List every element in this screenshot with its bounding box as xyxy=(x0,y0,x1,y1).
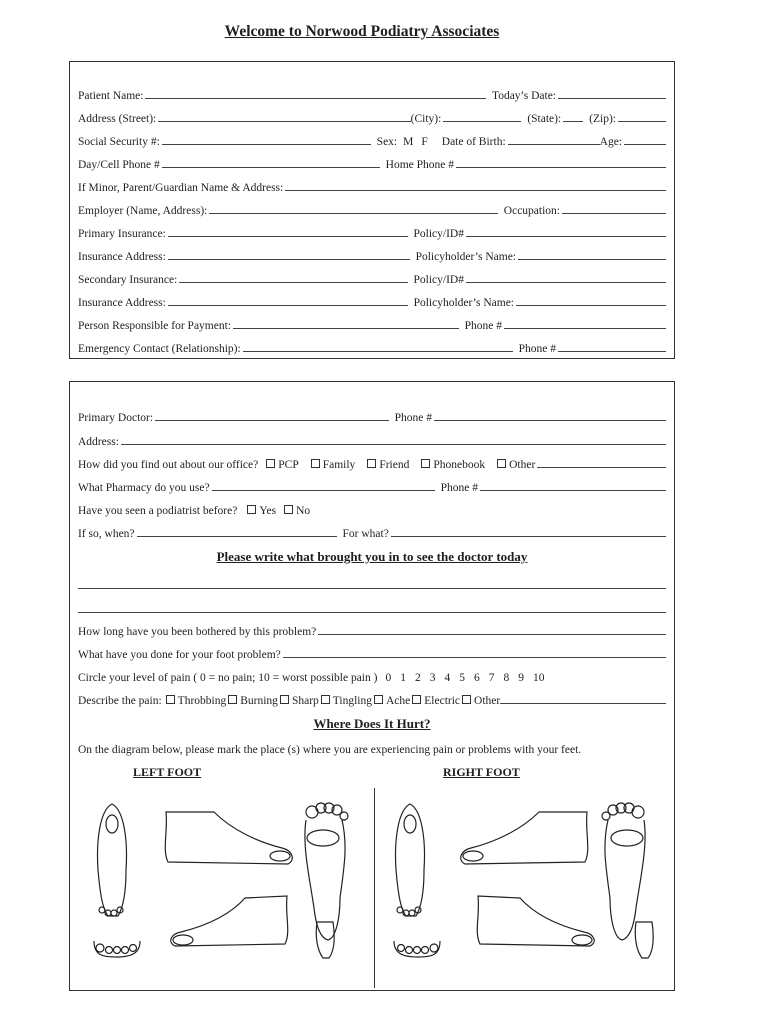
employer-label: Employer (Name, Address): xyxy=(78,205,208,217)
pain-level-1[interactable]: 1 xyxy=(400,672,406,684)
left-foot-side-view[interactable] xyxy=(158,802,298,872)
pain-level-0[interactable]: 0 xyxy=(385,672,392,684)
doctor-phone-field[interactable] xyxy=(434,420,666,421)
primary-doctor-row xyxy=(78,406,666,424)
policy-id-1-field[interactable] xyxy=(466,236,666,237)
guardian-label: If Minor, Parent/Guardian Name & Address: xyxy=(78,182,284,194)
primary-doctor-field[interactable] xyxy=(155,420,389,421)
sex-label: Sex: xyxy=(376,136,398,148)
other-checkbox[interactable] xyxy=(462,695,471,704)
pain-type-other[interactable]: Other xyxy=(462,695,500,707)
guardian-row xyxy=(78,176,666,194)
age-label: Age: xyxy=(599,136,622,148)
emergency-contact-label: Emergency Contact (Relationship): xyxy=(78,343,241,355)
podiatrist-no[interactable]: No xyxy=(284,505,310,517)
day-cell-phone-label: Day/Cell Phone # xyxy=(78,159,160,171)
pain-level-row xyxy=(78,666,666,684)
zip-label: (Zip): xyxy=(589,113,616,125)
patient-name-field[interactable] xyxy=(145,98,486,99)
diagram-instruction-row xyxy=(78,738,666,756)
pain-level-5[interactable]: 5 xyxy=(459,672,465,684)
emergency-row xyxy=(78,337,666,355)
secondary-insurance-field[interactable] xyxy=(179,282,407,283)
pain-level-6[interactable]: 6 xyxy=(473,672,480,684)
sex-f-option[interactable]: F xyxy=(421,136,428,148)
person-responsible-field[interactable] xyxy=(233,328,459,329)
insurance-address-2-row xyxy=(78,291,666,309)
pain-type-ache[interactable]: Ache xyxy=(374,695,410,707)
medical-info-section xyxy=(69,381,675,991)
doctor-address-field[interactable] xyxy=(121,444,666,445)
pain-scale xyxy=(385,672,544,684)
secondary-insurance-row xyxy=(78,268,666,286)
podiatrist-yes[interactable]: Yes xyxy=(247,505,276,517)
policyholder-name-1-field[interactable] xyxy=(518,259,666,260)
left-foot-toes-view[interactable] xyxy=(92,937,142,959)
emergency-phone-label: Phone # xyxy=(518,343,556,355)
policy-id-2-field[interactable] xyxy=(466,282,666,283)
how-long-label: How long have you been bothered by this problem? xyxy=(78,626,317,638)
city-field[interactable] xyxy=(443,121,521,122)
form-title: Welcome to Norwood Podiatry Associates xyxy=(224,23,500,40)
right-foot-title: RIGHT FOOT xyxy=(443,765,520,779)
pharmacy-row xyxy=(78,476,666,494)
pain-type-electric[interactable]: Electric xyxy=(412,695,460,707)
dob-label: Date of Birth: xyxy=(441,136,506,148)
day-cell-phone-field[interactable] xyxy=(162,167,380,168)
pain-level-10[interactable]: 10 xyxy=(532,672,545,684)
state-field[interactable] xyxy=(563,121,583,122)
insurance-address-2-field[interactable] xyxy=(168,305,408,306)
throbbing-checkbox[interactable] xyxy=(166,695,175,704)
pain-level-7[interactable]: 7 xyxy=(488,672,495,684)
age-field[interactable] xyxy=(624,144,666,145)
pain-level-8[interactable]: 8 xyxy=(503,672,510,684)
ssn-field[interactable] xyxy=(162,144,371,145)
patient-name-label: Patient Name: xyxy=(78,90,144,102)
policyholder-name-2-label: Policyholder’s Name: xyxy=(413,297,514,309)
sex-m-option[interactable]: M xyxy=(403,136,414,148)
pharmacy-phone-label: Phone # xyxy=(440,482,478,494)
primary-doctor-label: Primary Doctor: xyxy=(78,412,154,424)
phonebook-checkbox[interactable] xyxy=(421,459,430,468)
employer-field[interactable] xyxy=(209,213,497,214)
if-so-when-field[interactable] xyxy=(137,536,337,537)
left-foot-title: LEFT FOOT xyxy=(133,765,202,779)
left-foot-top-view[interactable] xyxy=(92,800,132,920)
policy-id-1-label: Policy/ID# xyxy=(413,228,464,240)
doctor-address-label: Address: xyxy=(78,436,119,448)
pain-type-sharp[interactable]: Sharp xyxy=(280,695,319,707)
insurance-address-1-label: Insurance Address: xyxy=(78,251,166,263)
zip-field[interactable] xyxy=(618,121,666,122)
reason-heading: Please write what brought you in to see the doctor today xyxy=(216,549,528,564)
describe-pain-row xyxy=(78,689,666,707)
referral-pcp[interactable]: PCP xyxy=(266,459,298,471)
primary-insurance-row xyxy=(78,222,666,240)
for-what-field[interactable] xyxy=(391,536,666,537)
referral-question: How did you find out about our office? xyxy=(78,459,259,471)
right-foot-inner-view[interactable] xyxy=(470,890,600,950)
diagram-instruction: On the diagram below, please mark the place (s) where you are experiencing pain or problems with your feet. xyxy=(78,744,582,756)
responsible-phone-field[interactable] xyxy=(504,328,666,329)
reason-line-1[interactable] xyxy=(78,588,666,589)
if-so-row xyxy=(78,522,666,540)
pain-type-burning[interactable]: Burning xyxy=(228,695,278,707)
referral-friend[interactable]: Friend xyxy=(367,459,409,471)
todays-date-label: Today’s Date: xyxy=(491,90,556,102)
friend-checkbox[interactable] xyxy=(367,459,376,468)
primary-insurance-field[interactable] xyxy=(168,236,408,237)
right-foot-top-view[interactable] xyxy=(390,800,430,920)
emergency-phone-field[interactable] xyxy=(558,351,666,352)
ssn-row xyxy=(78,130,666,148)
occupation-label: Occupation: xyxy=(503,205,560,217)
patient-info-section xyxy=(69,61,675,359)
referral-family[interactable]: Family xyxy=(311,459,356,471)
policy-id-2-label: Policy/ID# xyxy=(413,274,464,286)
pain-level-3[interactable]: 3 xyxy=(429,672,436,684)
tingling-checkbox[interactable] xyxy=(321,695,330,704)
responsible-phone-label: Phone # xyxy=(464,320,502,332)
referral-phonebook[interactable]: Phonebook xyxy=(421,459,485,471)
pain-level-label: Circle your level of pain ( 0 = no pain; 10 = worst possible pain ) xyxy=(78,672,378,684)
person-responsible-label: Person Responsible for Payment: xyxy=(78,320,231,332)
what-done-label: What have you done for your foot problem? xyxy=(78,649,281,661)
address-row xyxy=(78,107,666,125)
guardian-field[interactable] xyxy=(285,190,666,191)
insurance-address-1-row xyxy=(78,245,666,263)
pain-level-9[interactable]: 9 xyxy=(518,672,524,684)
insurance-address-1-field[interactable] xyxy=(168,259,410,260)
home-phone-label: Home Phone # xyxy=(385,159,454,171)
todays-date-field[interactable] xyxy=(558,98,666,99)
dob-field[interactable] xyxy=(508,144,600,145)
what-done-field[interactable] xyxy=(283,657,666,658)
pharmacy-phone-field[interactable] xyxy=(480,490,666,491)
what-done-row xyxy=(78,643,666,661)
left-foot-inner-view[interactable] xyxy=(165,890,295,950)
occupation-field[interactable] xyxy=(562,213,666,214)
reason-line-2[interactable] xyxy=(78,612,666,613)
state-label: (State): xyxy=(527,113,562,125)
how-long-field[interactable] xyxy=(318,634,666,635)
secondary-insurance-label: Secondary Insurance: xyxy=(78,274,178,286)
pain-level-2[interactable]: 2 xyxy=(414,672,421,684)
pharmacy-field[interactable] xyxy=(212,490,435,491)
how-long-row xyxy=(78,620,666,638)
left-foot-heel-view[interactable] xyxy=(313,920,337,960)
other-checkbox[interactable] xyxy=(497,459,506,468)
responsible-row xyxy=(78,314,666,332)
electric-checkbox[interactable] xyxy=(412,695,421,704)
referral-row xyxy=(78,453,666,471)
pharmacy-label: What Pharmacy do you use? xyxy=(78,482,210,494)
home-phone-field[interactable] xyxy=(456,167,666,168)
policyholder-name-2-field[interactable] xyxy=(516,305,666,306)
referral-other-field[interactable] xyxy=(537,467,666,468)
foot-divider xyxy=(374,788,375,988)
describe-pain-label: Describe the pain: xyxy=(78,695,162,707)
policyholder-name-1-label: Policyholder’s Name: xyxy=(415,251,516,263)
right-foot-heel-view[interactable] xyxy=(632,920,656,960)
insurance-address-2-label: Insurance Address: xyxy=(78,297,166,309)
pain-type-tingling[interactable]: Tingling xyxy=(321,695,372,707)
pcp-checkbox[interactable] xyxy=(266,459,275,468)
emergency-contact-field[interactable] xyxy=(243,351,513,352)
pain-type-options xyxy=(166,695,501,707)
ache-checkbox[interactable] xyxy=(374,695,383,704)
burning-checkbox[interactable] xyxy=(228,695,237,704)
pain-other-field[interactable] xyxy=(500,703,666,704)
seen-podiatrist-label: Have you seen a podiatrist before? xyxy=(78,505,238,517)
referral-other[interactable]: Other xyxy=(497,459,537,471)
sharp-checkbox[interactable] xyxy=(280,695,289,704)
where-heading: Where Does It Hurt? xyxy=(313,716,431,731)
podiatrist-row xyxy=(78,499,666,517)
street-field[interactable] xyxy=(158,121,410,122)
employer-row xyxy=(78,199,666,217)
doctor-phone-label: Phone # xyxy=(394,412,432,424)
no-checkbox[interactable] xyxy=(284,505,293,514)
ssn-label: Social Security #: xyxy=(78,136,160,148)
pain-level-4[interactable]: 4 xyxy=(444,672,451,684)
family-checkbox[interactable] xyxy=(311,459,320,468)
right-foot-toes-view[interactable] xyxy=(392,937,442,959)
phone-row xyxy=(78,153,666,171)
city-label: (City): xyxy=(410,113,442,125)
patient-name-row xyxy=(78,84,666,102)
for-what-label: For what? xyxy=(342,528,389,540)
right-foot-side-view[interactable] xyxy=(455,802,595,872)
doctor-address-row xyxy=(78,430,666,448)
if-so-when-label: If so, when? xyxy=(78,528,135,540)
pain-type-throbbing[interactable]: Throbbing xyxy=(166,695,227,707)
primary-insurance-label: Primary Insurance: xyxy=(78,228,166,240)
street-label: Address (Street): xyxy=(78,113,157,125)
yes-checkbox[interactable] xyxy=(247,505,256,514)
